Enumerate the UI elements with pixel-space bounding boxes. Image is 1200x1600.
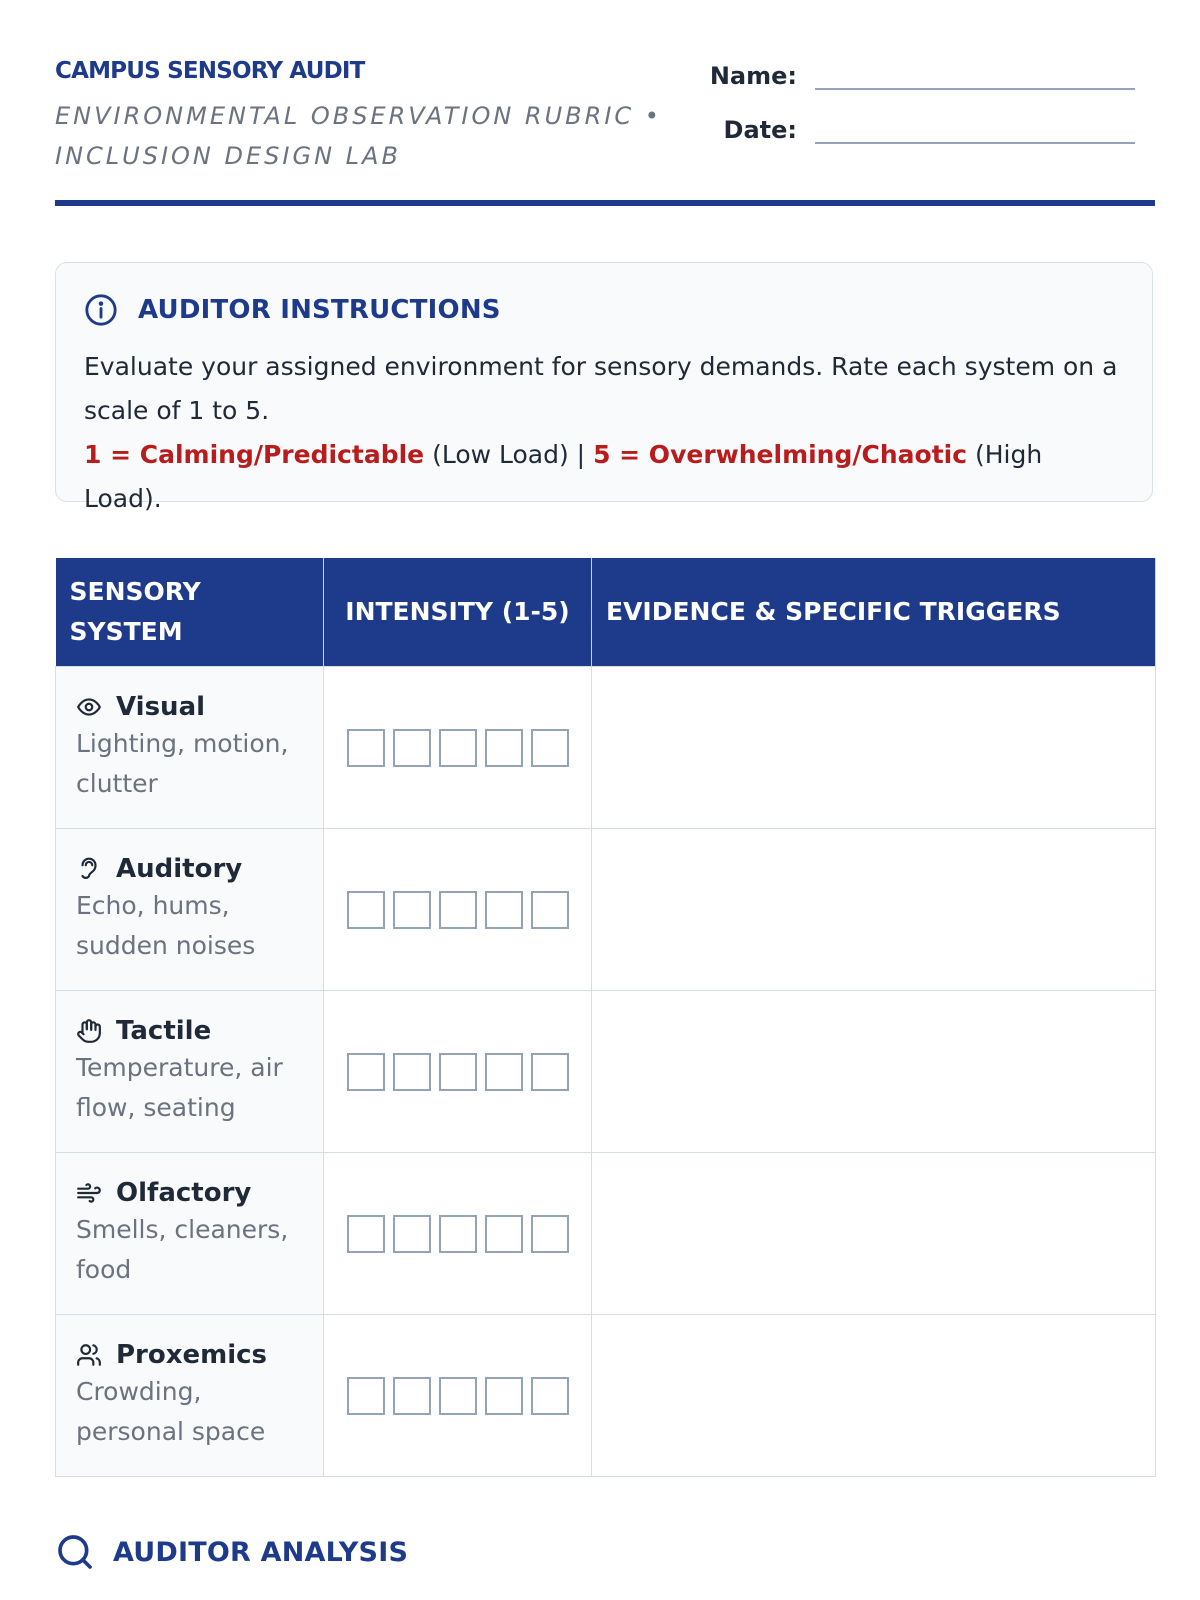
system-description: Crowding, personal space [76, 1376, 266, 1446]
rating-box[interactable] [347, 1215, 385, 1253]
date-field[interactable] [815, 112, 1135, 144]
rating-box[interactable] [485, 1053, 523, 1091]
rating-box[interactable] [485, 729, 523, 767]
instructions-body [84, 345, 1124, 521]
intensity-cell [324, 1315, 592, 1477]
wind-icon [76, 1180, 102, 1206]
intensity-cell [324, 667, 592, 829]
sensory-system-cell [56, 991, 324, 1153]
hand-icon [76, 1018, 102, 1044]
rating-box[interactable] [439, 1215, 477, 1253]
system-description: Lighting, motion, clutter [76, 728, 289, 798]
rating-box[interactable] [531, 1215, 569, 1253]
rating-box[interactable] [347, 1053, 385, 1091]
system-name: Auditory [116, 853, 243, 884]
rating-box[interactable] [439, 1377, 477, 1415]
name-label: Name: [709, 62, 797, 90]
rating-box[interactable] [393, 1215, 431, 1253]
rating-box[interactable] [531, 729, 569, 767]
rating-box[interactable] [347, 1377, 385, 1415]
search-icon [55, 1532, 95, 1572]
evidence-cell[interactable] [592, 667, 1156, 829]
instructions-text: Evaluate your assigned environment for sensory demands. Rate each system on a scale of 1 to 5. [84, 352, 1118, 425]
rating-box[interactable] [347, 729, 385, 767]
system-name: Visual [116, 691, 206, 722]
sensory-system-cell [56, 667, 324, 829]
rating-box[interactable] [347, 891, 385, 929]
system-name: Proxemics [116, 1339, 268, 1370]
instructions-panel [55, 262, 1153, 513]
evidence-cell[interactable] [592, 991, 1156, 1153]
rating-box[interactable] [485, 1377, 523, 1415]
low-load-label: 1 = Calming/Predictable [84, 440, 425, 469]
system-name: Tactile [116, 1015, 212, 1046]
system-description: Echo, hums, sudden noises [76, 890, 256, 960]
name-field[interactable] [815, 58, 1135, 90]
users-icon [76, 1342, 102, 1368]
evidence-cell[interactable] [592, 829, 1156, 991]
header [55, 0, 1155, 210]
evidence-cell[interactable] [592, 1315, 1156, 1477]
rating-box[interactable] [485, 1215, 523, 1253]
system-description: Temperature, air flow, seating [76, 1052, 283, 1122]
date-label: Date: [723, 116, 797, 144]
analysis-title: AUDITOR ANALYSIS [113, 1536, 409, 1568]
table-row [56, 829, 1156, 991]
rating-box[interactable] [393, 729, 431, 767]
table-row [56, 667, 1156, 829]
table-row [56, 991, 1156, 1153]
instructions-title: AUDITOR INSTRUCTIONS [138, 295, 501, 325]
name-field-row [697, 58, 1135, 90]
header-evidence: EVIDENCE & SPECIFIC TRIGGERS [592, 558, 1156, 667]
page-subtitle: ENVIRONMENTAL OBSERVATION RUBRIC • INCLUSION DESIGN LAB [55, 102, 662, 170]
rating-box[interactable] [393, 1377, 431, 1415]
low-load-suffix: (Low Load) | [432, 440, 594, 469]
sensory-table [55, 558, 1156, 1477]
rating-box[interactable] [531, 1053, 569, 1091]
rating-box[interactable] [439, 1053, 477, 1091]
evidence-cell[interactable] [592, 1153, 1156, 1315]
intensity-cell [324, 991, 592, 1153]
analysis-section-header [55, 1532, 408, 1572]
table-row [56, 1153, 1156, 1315]
info-icon [84, 293, 118, 327]
header-intensity: INTENSITY (1-5) [324, 558, 592, 667]
rating-box[interactable] [531, 891, 569, 929]
sensory-system-cell [56, 829, 324, 991]
sensory-system-cell [56, 1153, 324, 1315]
eye-icon [76, 694, 102, 720]
date-field-row [697, 112, 1135, 144]
header-divider [55, 200, 1155, 206]
rating-box[interactable] [439, 891, 477, 929]
rating-box[interactable] [393, 891, 431, 929]
header-sensory-system: SENSORY SYSTEM [56, 558, 324, 667]
ear-icon [76, 856, 102, 882]
instructions-header [84, 293, 1124, 327]
system-description: Smells, cleaners, food [76, 1214, 289, 1284]
page-title: CAMPUS SENSORY AUDIT [55, 58, 365, 84]
system-name: Olfactory [116, 1177, 252, 1208]
table-row [56, 1315, 1156, 1477]
intensity-cell [324, 1153, 592, 1315]
intensity-cell [324, 829, 592, 991]
rating-box[interactable] [439, 729, 477, 767]
rating-box[interactable] [485, 891, 523, 929]
audit-page [55, 0, 1155, 1568]
high-load-suffix: (High Load). [84, 440, 1043, 513]
rating-box[interactable] [393, 1053, 431, 1091]
sensory-system-cell [56, 1315, 324, 1477]
high-load-label: 5 = Overwhelming/Chaotic [593, 440, 968, 469]
table-header-row [56, 558, 1156, 667]
rating-box[interactable] [531, 1377, 569, 1415]
